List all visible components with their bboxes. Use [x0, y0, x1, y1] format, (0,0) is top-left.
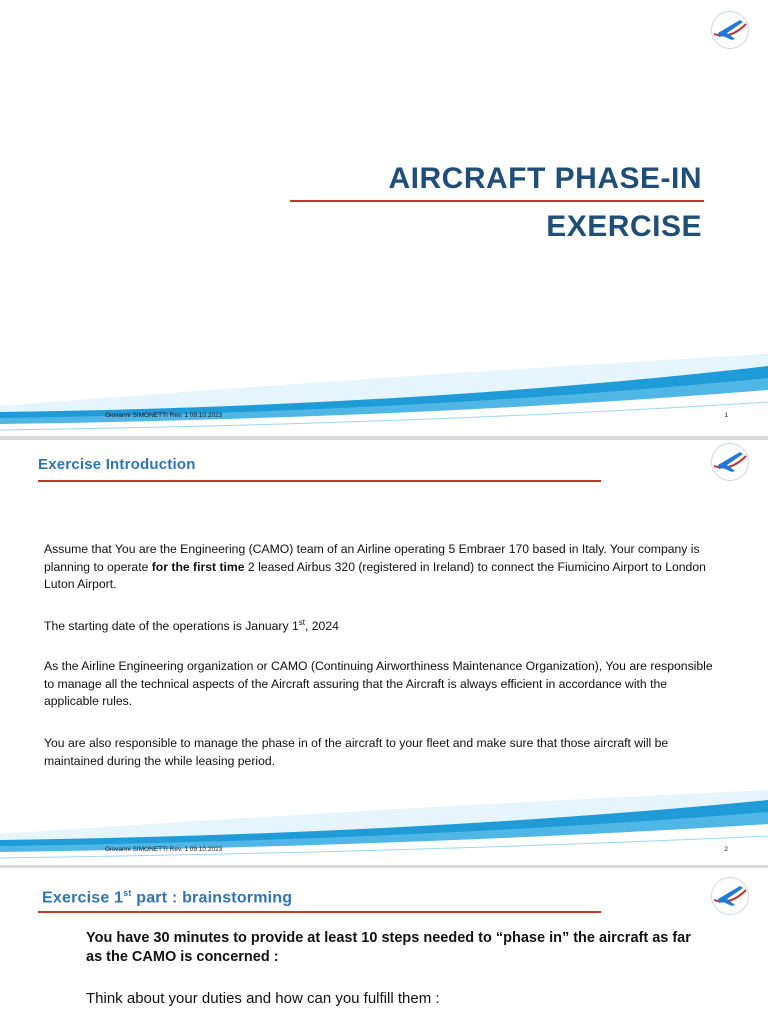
title-line-2: EXERCISE [546, 210, 702, 243]
page-number: 2 [724, 846, 728, 853]
section-rule [38, 911, 601, 913]
instruction-text: You have 30 minutes to provide at least 10 steps needed to “phase in” the aircraft as far as the CAMO is concerned : [86, 930, 691, 965]
slide-3 [0, 868, 768, 1024]
paragraph-4: You are also responsible to manage the phase in of the aircraft to your fleet and make sure that those aircraft will be maintained during the while leasing period. [44, 736, 669, 768]
slide-1 [0, 0, 768, 436]
section-rule [38, 480, 601, 482]
footer-author: Giovanni SIMONETTI Rev. 1 09.10.2023 [105, 412, 223, 419]
section-title: Exercise Introduction [38, 456, 196, 473]
page-number: 1 [724, 412, 728, 419]
paragraph-3: As the Airline Engineering organization or CAMO (Continuing Airworthiness Maintenance Organization), You are responsible to manage all the technical aspects of the Aircraft assuring that the Aircraft is always efficient in accordance with the applicable rules. [44, 659, 713, 708]
title-rule [290, 200, 704, 202]
slide-2 [0, 440, 768, 865]
title-line-1: AIRCRAFT PHASE-IN [388, 162, 702, 195]
footer-author: Giovanni SIMONETTI Rev. 1 09.10.2023 [105, 846, 223, 853]
paragraph-1: Assume that You are the Engineering (CAMO) team of an Airline operating 5 Embraer 170 based in Italy. Your company is planning to operate for the first time 2 leased Airbus 320 (registered in Ireland) to connect the Fiumicino Airport to London Luton Airport. [44, 542, 706, 591]
section-title: Exercise 1st part : brainstorming [42, 888, 293, 907]
airplane-logo-icon [710, 876, 750, 916]
prompt-text: Think about your duties and how can you fulfill them : [86, 990, 440, 1007]
paragraph-2: The starting date of the operations is January 1st, 2024 [44, 617, 339, 633]
airplane-logo-icon [710, 442, 750, 482]
footer-wave [0, 788, 768, 865]
airplane-logo-icon [710, 10, 750, 50]
footer-wave [0, 346, 768, 436]
